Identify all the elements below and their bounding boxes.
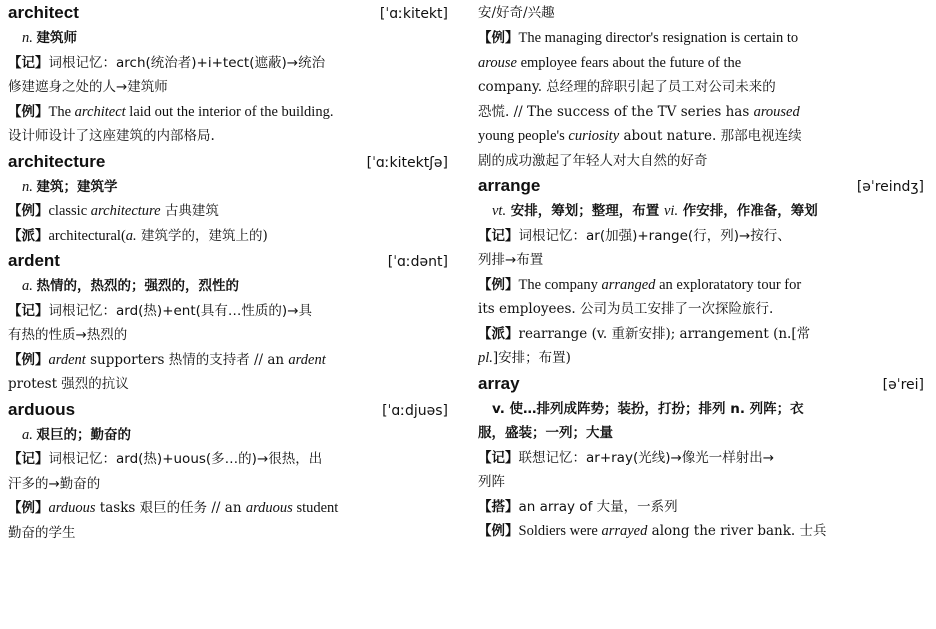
derivative-translation: 建筑学的，建筑上的) [136, 227, 268, 244]
example-text: laid out the interior of the building. [125, 103, 334, 120]
memory-text: 列阵 [478, 474, 505, 490]
example-tag: 【例】 [8, 203, 49, 219]
entry-arduous-header [8, 397, 452, 423]
example-keyword: ardent [288, 351, 326, 368]
example-line [478, 273, 928, 298]
memory-line [478, 446, 928, 471]
example-keyword: arranged [601, 276, 656, 293]
memory-tag: 【记】 [8, 302, 49, 319]
part-of-speech: vi. [664, 203, 679, 219]
example-line-cont [478, 75, 928, 100]
definition: 热情的，热烈的；强烈的，烈性的 [36, 278, 239, 294]
definition-line [8, 274, 452, 299]
example-keyword: architecture [90, 203, 161, 219]
collocation-text: an array of 大量，一系列 [518, 498, 678, 515]
definition-line [478, 397, 928, 422]
right-column [478, 0, 928, 544]
headword: arduous [8, 399, 76, 419]
memory-tag: 【记】 [8, 451, 49, 467]
example-line-cont [478, 51, 928, 76]
memory-tag: 【记】 [478, 227, 519, 244]
part-of-speech: n. [22, 30, 33, 46]
headword: architect [8, 3, 79, 22]
example-text: tasks 艰巨的任务 // an [95, 500, 246, 516]
example-text: 剧的成功激起了年轻人对大自然的好奇 [478, 152, 708, 169]
example-keyword: aroused [753, 103, 800, 120]
memory-text: 汗多的→勤奋的 [8, 475, 101, 492]
memory-line-cont [478, 470, 928, 495]
memory-text: 词根记忆：ard(热)+ent(具有…性质的)→具 [48, 302, 313, 319]
example-tag: 【例】 [8, 103, 49, 120]
example-keyword: arouse [478, 54, 517, 71]
memory-text: 修建遮身之处的人→建筑师 [8, 79, 168, 95]
arouse-continuation [478, 0, 928, 26]
memory-line-cont [8, 323, 452, 348]
memory-line [8, 51, 452, 76]
entry-ardent-header [8, 248, 452, 274]
derivative-text: ]安排；布置) [492, 350, 571, 366]
example-text: The company [518, 276, 602, 293]
headword: arrange [478, 176, 541, 195]
example-keyword: curiosity [568, 128, 620, 144]
example-line-cont [478, 297, 928, 322]
example-line [8, 100, 452, 125]
example-line [478, 26, 928, 51]
example-text: protest 强烈的抗议 [8, 376, 129, 392]
example-keyword: architect [74, 103, 126, 120]
pronunciation: [ˈɑːkitektʃə] [366, 154, 448, 171]
example-line [8, 348, 452, 373]
example-text: employee fears about the future of the [516, 54, 742, 71]
definition-line [8, 423, 452, 448]
derivative-line [8, 224, 452, 249]
memory-text: 联想记忆：ar+ray(光线)→像光一样射出→ [518, 449, 775, 466]
example-keyword: ardent [48, 351, 86, 368]
example-text: 恐慌. // The success of the TV series has [478, 103, 754, 120]
memory-line-cont [8, 75, 452, 100]
example-line-cont [478, 149, 928, 174]
pronunciation: [əˈreindʒ] [856, 179, 924, 195]
definition: 安排，筹划；整理，布置 [506, 203, 664, 219]
entry-arrange-header [478, 173, 928, 199]
pronunciation: [ˈɑːkitekt] [379, 6, 448, 22]
example-text: classic [48, 203, 91, 219]
definition: 建筑；建筑学 [36, 178, 118, 195]
definition: 艰巨的；勤奋的 [36, 426, 131, 443]
headword: architecture [8, 151, 106, 171]
collocation-tag: 【搭】 [478, 498, 519, 515]
entry-architect-header [8, 0, 452, 26]
translation-text: 勤奋的学生 [8, 524, 76, 541]
example-tag: 【例】 [478, 30, 519, 46]
pronunciation: [ˈɑːdjuəs] [382, 402, 448, 419]
example-line-cont [478, 100, 928, 125]
entry-architecture-header [8, 149, 452, 175]
example-text: student [292, 500, 339, 516]
pronunciation: [əˈrei] [882, 376, 924, 393]
derivative-text: rearrange (v. 重新安排); arrangement (n.[常 [518, 325, 811, 342]
continuation-text: 安/好奇/兴趣 [478, 5, 555, 21]
pronunciation: [ˈɑːdənt] [387, 254, 448, 270]
example-line [8, 199, 452, 224]
example-tag: 【例】 [478, 523, 519, 539]
entry-array-header [478, 371, 928, 397]
collocation-line [478, 495, 928, 520]
memory-text: 有热的性质→热烈的 [8, 327, 128, 343]
example-text: Soldiers were [518, 523, 602, 539]
memory-line [8, 447, 452, 472]
example-line-cont [478, 124, 928, 149]
part-of-speech: pl. [478, 350, 493, 366]
headword: array [478, 373, 520, 393]
definition: 服，盛装；一列；大量 [478, 425, 613, 441]
memory-text: 词根记忆：ar(加强)+range(行，列)→按行、 [518, 227, 791, 244]
definition: 建筑师 [36, 30, 77, 46]
left-column [8, 0, 452, 545]
example-text: supporters 热情的支持者 // an [85, 351, 289, 368]
example-tag: 【例】 [478, 276, 519, 293]
example-tag: 【例】 [8, 351, 49, 368]
example-tag: 【例】 [8, 500, 49, 516]
part-of-speech: a. [22, 278, 33, 294]
example-line-cont [8, 372, 452, 397]
part-of-speech: a. [22, 426, 33, 443]
example-translation [8, 521, 452, 546]
example-keyword: arduous [48, 500, 96, 516]
definition-line [8, 26, 452, 51]
example-text: company. 总经理的辞职引起了员工对公司未来的 [478, 79, 776, 95]
example-keyword: arrayed [601, 523, 648, 539]
example-text: its employees. 公司为员工安排了一次探险旅行. [478, 301, 774, 317]
translation-text: 设计师设计了这座建筑的内部格局. [8, 128, 215, 144]
derivative-line [478, 322, 928, 347]
derivative-text: architectural( [48, 227, 126, 244]
example-line [8, 496, 452, 521]
memory-text: 词根记忆：arch(统治者)+i+tect(遮蔽)→统治 [48, 54, 326, 71]
translation-text: 古典建筑 [160, 203, 219, 219]
definition: 作安排，作准备，筹划 [678, 203, 818, 219]
example-text: about nature. 那部电视连续 [619, 128, 802, 144]
memory-line-cont [478, 248, 928, 273]
example-text: an exploratatory tour for [655, 276, 802, 293]
memory-tag: 【记】 [478, 449, 519, 466]
example-text: The [48, 103, 75, 120]
definition-line [478, 199, 928, 224]
example-text: young people's [478, 128, 569, 144]
headword: ardent [8, 251, 60, 270]
memory-tag: 【记】 [8, 54, 49, 71]
example-text: along the river bank. 士兵 [647, 523, 827, 539]
memory-text: 列排→布置 [478, 252, 544, 268]
derivative-tag: 【派】 [478, 325, 519, 342]
example-text: The managing director's resignation is certain to [518, 30, 799, 46]
part-of-speech: a. [125, 227, 137, 244]
derivative-tag: 【派】 [8, 227, 49, 244]
part-of-speech: vt. [492, 203, 507, 219]
example-keyword: arduous [245, 500, 293, 516]
example-translation [8, 124, 452, 149]
memory-line [478, 224, 928, 249]
part-of-speech: n. [22, 178, 33, 195]
definition-line-cont [478, 421, 928, 446]
example-line [478, 519, 928, 544]
memory-line-cont [8, 472, 452, 497]
derivative-line-cont [478, 346, 928, 371]
memory-line [8, 299, 452, 324]
memory-text: 词根记忆：ard(热)+uous(多…的)→很热，出 [48, 451, 323, 467]
definition-line [8, 175, 452, 200]
definition: v. 使…排列成阵势；装扮，打扮；排列 n. 列阵；衣 [492, 400, 804, 417]
